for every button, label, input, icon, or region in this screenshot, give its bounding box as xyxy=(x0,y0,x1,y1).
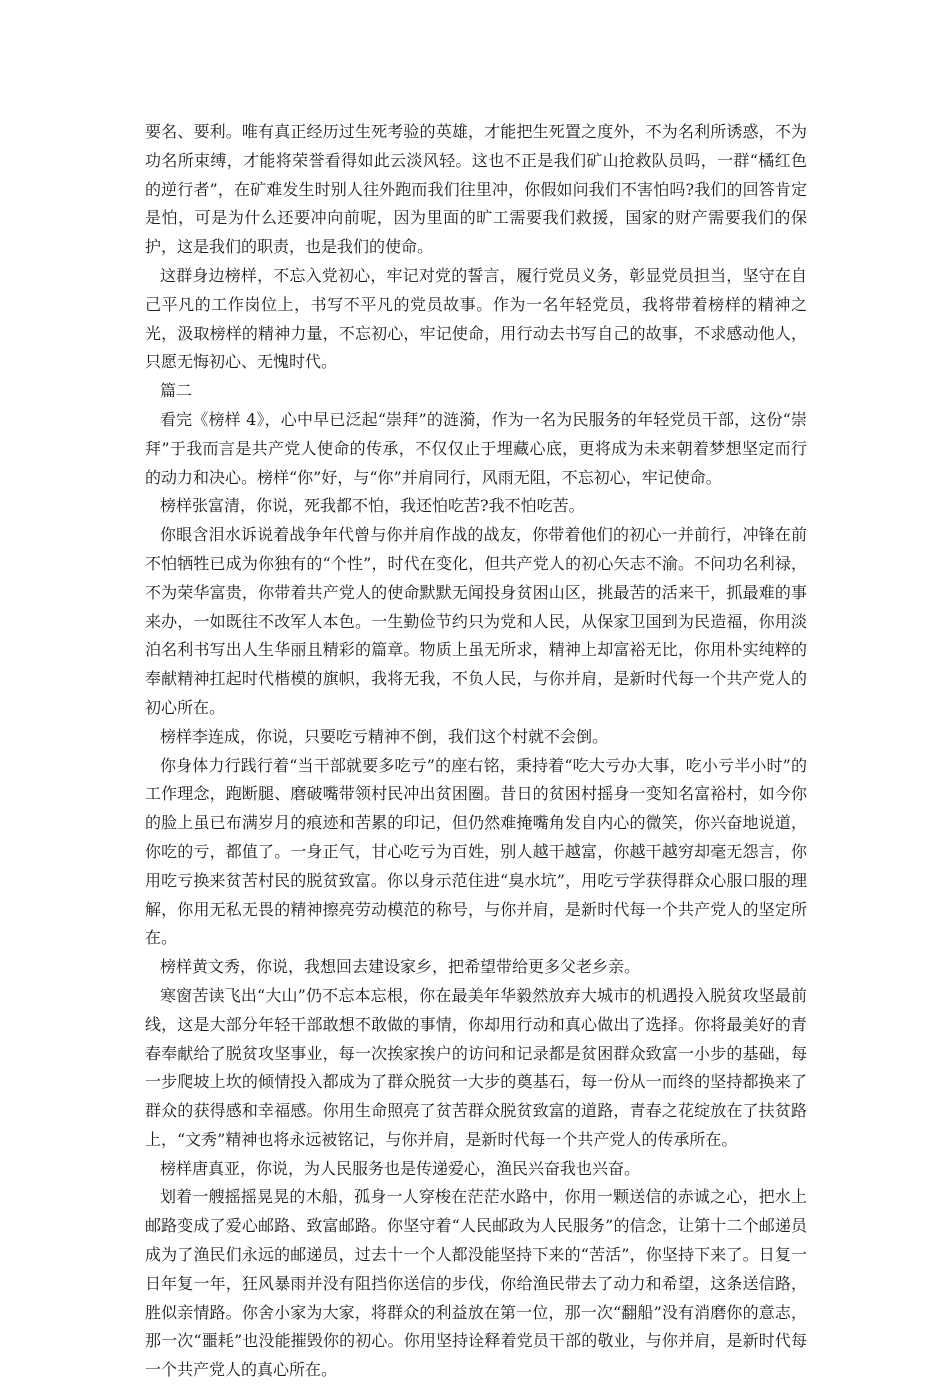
quote-zhang-fuqing: 榜样张富清，你说，死我都不怕，我还怕吃苦?我不怕吃苦。 xyxy=(160,496,585,516)
quote-li-liancheng: 榜样李连成，你说，只要吃亏精神不倒，我们这个村就不会倒。 xyxy=(160,726,609,746)
paragraph-12: 划着一艘摇摇晃晃的木船，孤身一人穿梭在茫茫水路中，你用一颗送信的赤诚之心，把水上邮路变成了爱心邮路、致富邮路。你坚守着“人民邮政为人民服务”的信念，让第十二个邮递员成为了渔民们永远的邮递员，过去十一个人都没能坚持下来的“苦活”，你坚持下来了。日复一日年复一年，狂风暴雨并没有阻挡你送信的步伐，你给渔民带去了动力和希望，这条送信路，胜似亲情路。你舍小家为大家，将群众的利益放在第一位，那一次“翻船”没有消磨你的意志，那一次“噩耗”也没能摧毁你的初心。你用坚持诠释着党员干部的敬业，与你并肩，是新时代每一个共产党人的真心所在。 xyxy=(145,1187,807,1380)
paragraph-6: 你眼含泪水诉说着战争年代曾与你并肩作战的战友，你带着他们的初心一并前行，冲锋在前不怕牺牲已成为你独有的“个性”，时代在变化，但共产党人的初心矢志不渝。不问功名利禄，不为荣华富贵，你带着共产党人的使命默默无闻投身贫困山区，挑最苦的活来干，抓最难的事来办，一如既往不改军人本色。一生勤俭节约只为党和人民，从保家卫国到为民造福，你用淡泊名利书写出人生华丽且精彩的篇章。物质上虽无所求，精神上却富裕无比，你用朴实纯粹的奉献精神扛起时代楷模的旗帜，我将无我，不负人民，与你并肩，是新时代每一个共产党人的初心所在。 xyxy=(145,525,807,717)
paragraph-4: 看完《榜样 4》，心中早已泛起“崇拜”的涟漪，作为一名为民服务的年轻党员干部，这份“崇拜”于我而言是共产党人使命的传承，不仅仅止于埋藏心底，更将成为未来朝着梦想坚定而行的动力和决心。榜样“你”好，与“你”并肩同行，风雨无阻，不忘初心，牢记使命。 xyxy=(145,409,807,487)
paragraph-8: 你身体力行践行着“当干部就要多吃亏”的座右铭，秉持着“吃大亏办大事，吃小亏半小时”的工作理念，跑断腿、磨破嘴带领村民冲出贫困圈。昔日的贫困村摇身一变知名富裕村，如今你的脸上虽已布满岁月的痕迹和苦累的印记，但仍然难掩嘴角发自内心的微笑，你兴奋地说道，你吃的亏，都值了。一身正气，甘心吃亏为百姓，别人越干越富，你越干越穷却毫无怨言，你用吃亏换来贫苦村民的脱贫致富。你以身示范住进“臭水坑”，用吃亏学获得群众心服口服的理解，你用无私无畏的精神擦亮劳动模范的称号，与你并肩，是新时代每一个共产党人的坚定所在。 xyxy=(145,755,807,948)
quote-huang-wenxiu: 榜样黄文秀，你说，我想回去建设家乡，把希望带给更多父老乡亲。 xyxy=(160,957,641,977)
section-heading: 篇二 xyxy=(160,381,193,401)
paragraph-1: 要名、要利。唯有真正经历过生死考验的英雄，才能把生死置之度外，不为名利所诱惑，不为功名所束缚，才能将荣誉看得如此云淡风轻。这也不正是我们矿山抢救队员吗，一群“橘红色的逆行者”，在矿难发生时别人往外跑而我们往里冲，你假如问我们不害怕吗?我们的回答肯定是怕，可是为什么还要冲向前呢，因为里面的旷工需要我们救援，国家的财产需要我们的保护，这是我们的职责，也是我们的使命。 xyxy=(145,122,807,257)
paragraph-10: 寒窗苦读飞出“大山”仍不忘本忘根，你在最美年华毅然放弃大城市的机遇投入脱贫攻坚最前线，这是大部分年轻干部敢想不敢做的事情，你却用行动和真心做出了选择。你将最美好的青春奉献给了脱贫攻坚事业，每一次挨家挨户的访问和记录都是贫困群众致富一小步的基础，每一步爬坡上坎的倾情投入都成为了群众脱贫一大步的奠基石，每一份从一而终的坚持都换来了群众的获得感和幸福感。你用生命照亮了贫苦群众脱贫致富的道路，青春之花绽放在了扶贫路上，“文秀”精神也将永远被铭记，与你并肩，是新时代每一个共产党人的传承所在。 xyxy=(145,985,807,1149)
paragraph-2: 这群身边榜样，不忘入党初心，牢记对党的誓言，履行党员义务，彰显党员担当，坚守在自己平凡的工作岗位上，书写不平凡的党员故事。作为一名年轻党员，我将带着榜样的精神之光，汲取榜样的精神力量，不忘初心，牢记使命，用行动去书写自己的故事，不求感动他人，只愿无悔初心、无愧时代。 xyxy=(145,265,807,372)
document-page xyxy=(145,118,807,1385)
quote-tang-zhenya: 榜样唐真亚，你说，为人民服务也是传递爱心，渔民兴奋我也兴奋。 xyxy=(160,1158,641,1178)
